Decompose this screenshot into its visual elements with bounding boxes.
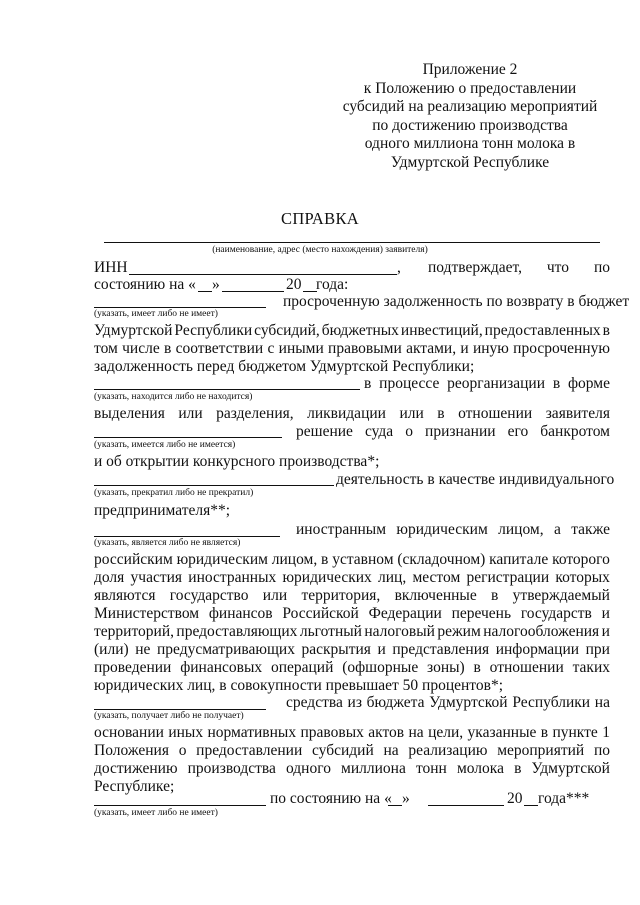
- word: иных: [168, 724, 204, 741]
- word: ликвидации: [307, 405, 386, 422]
- foreign-line-1: [94, 551, 610, 569]
- word: государство: [169, 587, 249, 604]
- word: представления: [392, 641, 490, 658]
- word: являются: [94, 587, 156, 604]
- word: бюджетных: [321, 322, 399, 339]
- debt-note: (указать, имеет либо не имеет): [94, 309, 218, 319]
- word: выделения: [94, 405, 165, 422]
- debt-line-2: [94, 340, 610, 358]
- word: Положения: [94, 742, 169, 759]
- word: включенные: [394, 587, 477, 604]
- applicant-fill-line: [104, 242, 600, 243]
- word: в: [164, 340, 172, 357]
- inn-fill-line: [129, 274, 397, 275]
- last-fill-line: [94, 805, 266, 806]
- word: Российской: [282, 605, 359, 622]
- foreign-line-3: [94, 587, 610, 605]
- word: мероприятий: [497, 742, 585, 759]
- last-year-line: [524, 805, 538, 806]
- word: лицом,: [498, 521, 544, 538]
- reorg-line-2: [94, 405, 610, 423]
- debt-tail: просроченную задолженность по возврату в бюджет: [283, 293, 630, 310]
- word: средства: [286, 694, 343, 711]
- debt-fill-line: [94, 307, 266, 308]
- word: участия: [130, 569, 183, 586]
- word: соответствии: [175, 340, 264, 357]
- state-suffix: года:: [316, 276, 349, 293]
- reorg-line-3: и об открытии конкурсного производства*;: [94, 453, 380, 470]
- word: с: [267, 340, 275, 357]
- word: финансов: [208, 605, 273, 622]
- word: Республики: [512, 694, 591, 711]
- word: 1: [602, 724, 610, 741]
- funds-note: (указать, получает либо не получает): [94, 711, 244, 721]
- word: в: [540, 724, 549, 741]
- word: реорганизации: [447, 375, 546, 392]
- debt-line-1: [94, 322, 610, 340]
- word: территорий,: [94, 623, 174, 640]
- word: на: [594, 694, 610, 711]
- word: субсидий,: [254, 322, 320, 339]
- word: в: [473, 659, 481, 676]
- appendix-line: субсидий на реализацию мероприятий: [342, 98, 598, 115]
- word: (или): [94, 641, 129, 658]
- word: на: [408, 724, 424, 741]
- word: в: [552, 375, 561, 392]
- word: в: [491, 587, 499, 604]
- word: тонн: [415, 760, 447, 777]
- word: предоставлении: [196, 742, 303, 759]
- word: юридическим: [396, 521, 488, 538]
- word: операций: [270, 659, 334, 676]
- word: лиц,: [378, 569, 407, 586]
- word: зоны): [427, 659, 465, 676]
- word: одного: [285, 760, 331, 777]
- appendix-line: Удмуртской Республике: [390, 153, 550, 171]
- word: нормативных: [207, 724, 297, 741]
- last-day-line: [388, 805, 402, 806]
- foreign-line-2: [94, 569, 610, 587]
- word: миллиона: [341, 760, 406, 777]
- word: также: [571, 521, 610, 538]
- word: отношении: [458, 405, 533, 422]
- word: перечень: [451, 605, 512, 622]
- word: лицом,: [271, 551, 318, 568]
- word: его: [507, 423, 529, 440]
- word: субсидий: [311, 742, 374, 759]
- word: государств: [520, 605, 592, 622]
- word: не: [135, 641, 151, 658]
- word: в: [602, 322, 610, 339]
- word: капитале: [489, 551, 549, 568]
- word: и: [460, 340, 469, 357]
- word: налогообложения: [483, 623, 600, 640]
- word: производства: [187, 760, 276, 777]
- word: и: [601, 623, 610, 640]
- funds-fill-line: [94, 709, 266, 710]
- word: цели,: [428, 724, 464, 741]
- appendix-line: одного миллиона тонн молока в: [364, 135, 576, 152]
- state-year: 20: [286, 276, 302, 293]
- word: Республики: [174, 322, 253, 339]
- state-day-line: [198, 291, 212, 292]
- word: проведении: [94, 659, 172, 676]
- entrepreneur-fill-line: [94, 485, 334, 486]
- appendix-line: к Положению о предоставлении: [363, 79, 577, 97]
- word: из: [347, 694, 362, 711]
- last-prefix: по состоянию на «: [270, 790, 392, 807]
- word: иностранных: [188, 569, 277, 586]
- state-prefix: состоянию на «: [94, 276, 196, 293]
- word: или: [399, 405, 424, 422]
- reorg-fill-line: [94, 389, 360, 390]
- funds-tail: [286, 694, 610, 712]
- last-year: 20: [507, 790, 523, 807]
- word: правовыми: [328, 340, 402, 357]
- word: которого: [552, 551, 610, 568]
- word: режим: [437, 623, 481, 640]
- funds-line-1: [94, 724, 610, 742]
- word: форме: [568, 375, 610, 392]
- court-fill-line: [94, 437, 282, 438]
- word: иностранным: [296, 521, 387, 538]
- foreign-note: (указать, является либо не является): [94, 538, 241, 548]
- foreign-line-5: [94, 623, 610, 641]
- word: суда: [364, 423, 394, 440]
- word: таких: [572, 659, 610, 676]
- word: территория,: [301, 587, 381, 604]
- funds-line-2: [94, 742, 610, 760]
- word: решение: [296, 423, 353, 440]
- word: (офшорные: [342, 659, 419, 676]
- court-note: (указать, имеется либо не имеется): [94, 440, 236, 450]
- word: предоставляющих: [176, 623, 298, 640]
- word: доля: [94, 569, 125, 586]
- inn-word: по: [593, 259, 610, 276]
- word: предусматривающих: [156, 641, 295, 658]
- word: процессе: [379, 375, 440, 392]
- word: Министерством: [94, 605, 200, 622]
- word: достижению: [94, 760, 178, 777]
- word: признании: [425, 423, 496, 440]
- word: налоговый: [364, 623, 435, 640]
- word: актами,: [406, 340, 457, 357]
- state-month-line: [222, 291, 284, 292]
- document-title: СПРАВКА: [281, 209, 359, 228]
- word: предоставленных: [484, 322, 601, 339]
- entrepreneur-tail: деятельность в качестве индивидуального: [336, 471, 615, 488]
- word: на: [383, 742, 399, 759]
- word: просроченную: [513, 340, 610, 357]
- foreign-line-6: [94, 641, 610, 659]
- appendix-line: Приложение 2: [422, 61, 518, 78]
- inn-comma: ,: [397, 259, 401, 276]
- applicant-note: (наименование, адрес (место нахождения) заявителя): [212, 245, 428, 255]
- word: а: [553, 521, 561, 538]
- word: отношении: [489, 659, 564, 676]
- word: финансовых: [180, 659, 263, 676]
- inn-line-words: [428, 259, 610, 277]
- word: в: [321, 551, 329, 568]
- foreign-line-8: юридических лиц, в совокупности превышает 50 процентов*;: [94, 677, 504, 694]
- word: и: [601, 605, 610, 622]
- inn-word: подтверждает,: [428, 259, 522, 276]
- entrepreneur-note: (указать, прекратил либо не прекратил): [94, 488, 254, 498]
- word: и: [377, 641, 386, 658]
- word: в: [437, 405, 445, 422]
- word: раскрытия: [301, 641, 371, 658]
- foreign-fill-line: [94, 536, 280, 537]
- word: о: [405, 423, 413, 440]
- word: по: [593, 742, 610, 759]
- word: при: [585, 641, 610, 658]
- word: разделения,: [216, 405, 294, 422]
- last-suffix: года***: [538, 790, 590, 807]
- word: Удмуртской: [429, 694, 508, 711]
- word: в: [364, 375, 372, 392]
- word: или: [178, 405, 203, 422]
- foreign-line-7: [94, 659, 610, 677]
- word: молока: [456, 760, 504, 777]
- foreign-tail: [296, 521, 610, 539]
- word: актов: [368, 724, 405, 741]
- last-mid: »: [402, 790, 410, 807]
- word: иными: [278, 340, 324, 357]
- word: регистрации: [466, 569, 550, 586]
- word: банкротом: [540, 423, 610, 440]
- funds-line-4: Республике;: [94, 778, 175, 795]
- reorg-tail-2: [296, 423, 610, 441]
- word: или: [262, 587, 288, 604]
- state-year-line: [303, 291, 317, 292]
- word: Федерации: [368, 605, 442, 622]
- word: указанные: [467, 724, 537, 741]
- word: том: [94, 340, 118, 357]
- word: инвестиций,: [400, 322, 483, 339]
- word: льготный: [299, 623, 362, 640]
- word: реализацию: [408, 742, 488, 759]
- word: заявителя: [545, 405, 610, 422]
- state-mid: »: [212, 276, 220, 293]
- debt-line-3: задолженность перед бюджетом Удмуртской Республики;: [94, 358, 475, 375]
- word: информации: [495, 641, 580, 658]
- word: Удмуртской: [531, 760, 610, 777]
- appendix-line: по достижению производства: [372, 116, 568, 134]
- word: правовых: [300, 724, 364, 741]
- last-note: (указать, имеет либо не имеет): [94, 808, 218, 818]
- word: российским: [94, 551, 173, 568]
- word: в: [514, 760, 522, 777]
- foreign-line-4: [94, 605, 610, 623]
- word: которых: [555, 569, 610, 586]
- word: Удмуртской: [94, 322, 173, 339]
- word: юридических: [282, 569, 372, 586]
- inn-label: ИНН: [94, 259, 128, 276]
- word: пункте: [552, 724, 598, 741]
- word: местом: [412, 569, 461, 586]
- word: уставном: [332, 551, 394, 568]
- inn-word: что: [546, 259, 570, 276]
- word: числе: [122, 340, 160, 357]
- funds-line-3: [94, 760, 610, 778]
- word: иную: [472, 340, 509, 357]
- reorg-note: (указать, находится либо не находится): [94, 392, 253, 402]
- entrepreneur-line-2: предпринимателя**;: [94, 502, 231, 519]
- last-month-line: [428, 805, 504, 806]
- word: (складочном): [397, 551, 486, 568]
- word: бюджета: [366, 694, 425, 711]
- word: о: [178, 742, 187, 759]
- appendix-header: [330, 61, 610, 172]
- word: основании: [94, 724, 164, 741]
- word: утверждаемый: [512, 587, 610, 604]
- word: юридическим: [176, 551, 268, 568]
- reorg-tail: [364, 375, 610, 393]
